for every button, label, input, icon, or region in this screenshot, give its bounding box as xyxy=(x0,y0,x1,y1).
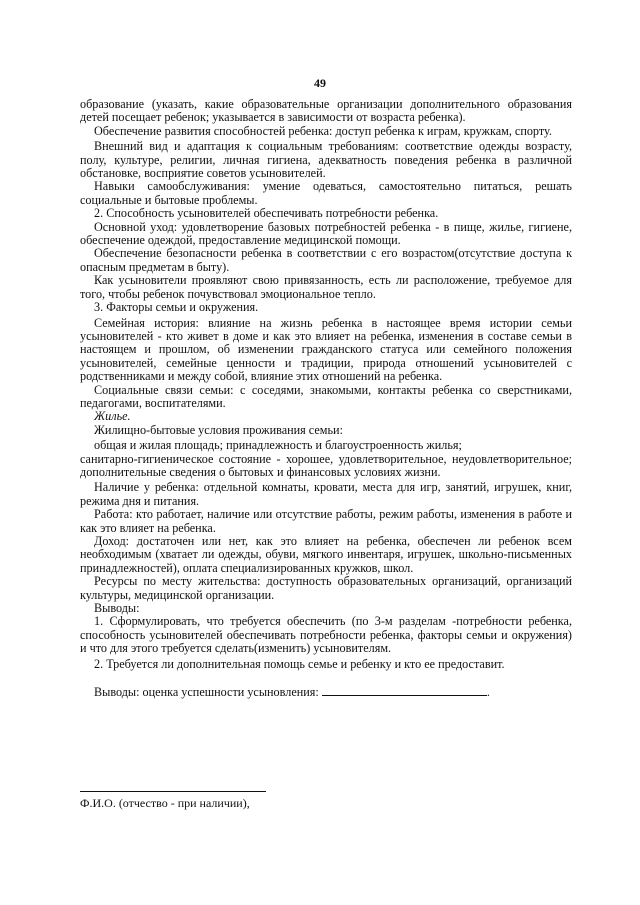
paragraph: Социальные связи семьи: с соседями, знакомыми, контакты ребенка со сверстниками, педагогами, воспитателями. xyxy=(80,382,572,410)
paragraph: Обеспечение развития способностей ребенка: доступ ребенка к играм, кружкам, спорту. xyxy=(94,123,552,138)
paragraph: санитарно-гигиеническое состояние - хорошее, удовлетворительное, неудовлетворительное; дополнительные сведения о бытовых и финансовых условиях жизни. xyxy=(80,451,572,479)
paragraph: Внешний вид и адаптация к социальным требованиям: соответствие одежды возрасту, полу, культуре, религии, личная гигиена, адекватность поведения ребенка в различной обстановке, восприятие советов усыновителей. xyxy=(80,139,572,181)
paragraph: Семейная история: влияние на жизнь ребенка в настоящее время истории семьи усыновителей - кто живет в доме и как это влияет на ребенка, изменения в составе семьи в настоящем и прошлом, об изменении гражданского статуса или семейного положения усыновителей, семейные ценности и традиции, природа отношений усыновителей с родственниками и между собой, влияние этих отношений на ребенка. xyxy=(80,315,572,384)
paragraph: Наличие у ребенка: отдельной комнаты, кровати, места для игр, занятий, игрушек, книг, режима дня и питания. xyxy=(80,480,572,508)
paragraph: образование (указать, какие образовательные организации дополнительного образования детей посещает ребенок; указывается в зависимости от возраста ребенка). xyxy=(80,97,572,125)
subheading: Жилье. xyxy=(94,409,131,424)
paragraph: Доход: достаточен или нет, как это влияет на ребенка, обеспечен ли ребенок всем необходимым (хватает ли одежды, обуви, мягкого инвентаря, игрушек, школьно-письменных принадлежностей), оплата специализированных кружков, школ. xyxy=(80,534,572,575)
conclusion-end: . xyxy=(486,685,490,700)
paragraph: Обеспечение безопасности ребенка в соответствии с его возрастом(отсутствие доступа к опасным предметам в быту). xyxy=(80,246,572,274)
paragraph: Работа: кто работает, наличие или отсутствие работы, режим работы, изменения в работе и как это влияет на ребенка. xyxy=(80,507,572,535)
document-body xyxy=(80,98,572,699)
section-heading: Выводы: xyxy=(94,601,140,616)
section-heading: 2. Способность усыновителей обеспечивать потребности ребенка. xyxy=(94,206,439,221)
paragraph: 1. Сформулировать, что требуется обеспечить (по 3-м разделам -потребности ребенка, способность усыновителей обеспечивать потребности ребенка, факторы семьи и окружения) и что для этого требуется сделать(изменить) усыновителям. xyxy=(80,614,572,656)
conclusion-blank-field[interactable] xyxy=(322,685,487,696)
paragraph: Жилищно-бытовые условия проживания семьи: xyxy=(94,422,343,437)
conclusion-label: Выводы: оценка успешности усыновления: xyxy=(94,685,319,700)
footnote-divider xyxy=(80,791,266,792)
conclusion-line xyxy=(80,685,572,699)
footnote: Ф.И.О. (отчество - при наличии), xyxy=(80,796,250,810)
paragraph: 2. Требуется ли дополнительная помощь семье и ребенку и кто ее предоставит. xyxy=(94,656,505,671)
paragraph: Ресурсы по месту жительства: доступность образовательных организаций, организаций культуры, медицинской организации. xyxy=(80,574,572,602)
paragraph: общая и жилая площадь; принадлежность и благоустроенность жилья; xyxy=(94,438,462,453)
paragraph: Основной уход: удовлетворение базовых потребностей ребенка - в пище, жилье, гигиене, обеспечение одеждой, предоставление медицинской помощи. xyxy=(80,219,572,248)
section-heading: 3. Факторы семьи и окружения. xyxy=(94,300,259,315)
paragraph: Как усыновители проявляют свою привязанность, есть ли расположение, требуемое для того, чтобы ребенок почувствовал эмоциональное тепло. xyxy=(80,273,572,301)
page-number: 49 xyxy=(314,76,326,90)
paragraph: Навыки самообслуживания: умение одеваться, самостоятельно питаться, решать социальные и бытовые проблемы. xyxy=(80,179,572,207)
